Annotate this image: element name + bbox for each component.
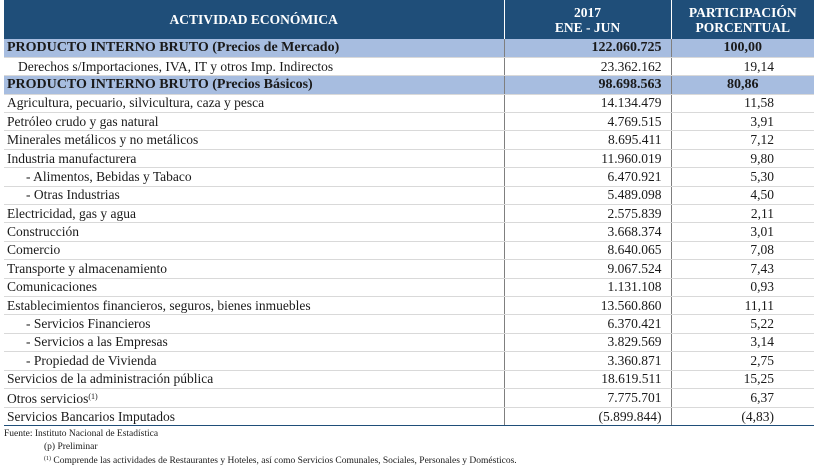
- table-row-pib-mercado: [4, 39, 814, 57]
- footnote-text: Comprende las actividades de Restaurantes y Hoteles, así como Servicios Comunales, Sociales, Personales y Domésticos.: [51, 456, 517, 466]
- row-value: 98.698.563: [504, 76, 671, 94]
- row-label: PRODUCTO INTERNO BRUTO (Precios de Mercado): [4, 39, 504, 57]
- row-label: PRODUCTO INTERNO BRUTO (Precios Básicos): [4, 76, 504, 94]
- row-label: Transporte y almacenamiento: [4, 260, 504, 278]
- header-year: 2017: [574, 4, 601, 20]
- table-row: [4, 241, 814, 259]
- row-pct: 7,43: [671, 260, 814, 278]
- row-pct: 11,58: [671, 94, 814, 112]
- table-row: [4, 278, 814, 296]
- row-value: 3.829.569: [504, 333, 671, 351]
- header-share: [671, 0, 814, 39]
- row-label: - Propiedad de Vivienda: [4, 352, 504, 370]
- row-pct: 3,01: [671, 223, 814, 241]
- table-row: [4, 388, 814, 407]
- gdp-table: [4, 0, 814, 426]
- table-row: [4, 205, 814, 223]
- table-header-row: [4, 0, 814, 39]
- row-value: 9.067.524: [504, 260, 671, 278]
- table-row: [4, 407, 814, 425]
- row-pct: (4,83): [671, 407, 814, 425]
- table-row: [4, 168, 814, 186]
- table-row: [4, 260, 814, 278]
- table-row: [4, 186, 814, 204]
- row-value: 122.060.725: [504, 39, 671, 57]
- row-pct: 5,22: [671, 315, 814, 333]
- row-label: - Alimentos, Bebidas y Tabaco: [4, 168, 504, 186]
- row-pct: 9,80: [671, 149, 814, 167]
- table-row-pib-basicos: [4, 76, 814, 94]
- row-pct: 3,14: [671, 333, 814, 351]
- table-row: [4, 149, 814, 167]
- row-pct: 3,91: [671, 113, 814, 131]
- table-notes: [4, 428, 517, 468]
- row-pct: 5,30: [671, 168, 814, 186]
- footnote-marker: (1): [88, 391, 98, 401]
- header-share-line1: PARTICIPACIÓN: [688, 4, 797, 20]
- footnote-mark: (1): [44, 456, 51, 462]
- row-pct: 6,37: [671, 388, 814, 407]
- row-value: 7.775.701: [504, 388, 671, 407]
- row-label: Servicios de la administración pública: [4, 370, 504, 388]
- row-label: - Otras Industrias: [4, 186, 504, 204]
- row-label: Minerales metálicos y no metálicos: [4, 131, 504, 149]
- footnote-1: [4, 453, 517, 468]
- row-value: 1.131.108: [504, 278, 671, 296]
- table-row: [4, 57, 814, 75]
- row-pct: 19,14: [671, 57, 814, 75]
- row-value: 11.960.019: [504, 149, 671, 167]
- row-pct: 80,86: [671, 76, 814, 94]
- row-pct: 100,00: [671, 39, 814, 57]
- row-label: Servicios Bancarios Imputados: [4, 407, 504, 425]
- row-pct: 2,11: [671, 205, 814, 223]
- row-label: Otros servicios: [7, 390, 89, 406]
- row-label: Agricultura, pecuario, silvicultura, caza y pesca: [4, 94, 504, 112]
- source-note: Fuente: Instituto Nacional de Estadística: [4, 429, 159, 439]
- row-pct: 11,11: [671, 296, 814, 314]
- row-value: 3.668.374: [504, 223, 671, 241]
- row-value: 14.134.479: [504, 94, 671, 112]
- row-value: 18.619.511: [504, 370, 671, 388]
- table-row: [4, 296, 814, 314]
- table-row: [4, 223, 814, 241]
- row-value: 6.470.921: [504, 168, 671, 186]
- row-value: 4.769.515: [504, 113, 671, 131]
- table-row: [4, 315, 814, 333]
- table-row: [4, 94, 814, 112]
- row-label: - Servicios a las Empresas: [4, 333, 504, 351]
- row-label: Establecimientos financieros, seguros, bienes inmuebles: [4, 296, 504, 314]
- row-value: 8.640.065: [504, 241, 671, 259]
- row-pct: 4,50: [671, 186, 814, 204]
- row-label-cell: [4, 388, 504, 407]
- table-row: [4, 370, 814, 388]
- table-row: [4, 333, 814, 351]
- row-value: 2.575.839: [504, 205, 671, 223]
- header-activity: ACTIVIDAD ECONÓMICA: [4, 0, 504, 39]
- row-value: 23.362.162: [504, 57, 671, 75]
- row-value: (5.899.844): [504, 407, 671, 425]
- table-row: [4, 352, 814, 370]
- table-row: [4, 131, 814, 149]
- row-pct: 0,93: [671, 278, 814, 296]
- row-pct: 15,25: [671, 370, 814, 388]
- row-pct: 2,75: [671, 352, 814, 370]
- row-value: 3.360.871: [504, 352, 671, 370]
- row-label: Derechos s/Importaciones, IVA, IT y otros Imp. Indirectos: [4, 57, 504, 75]
- row-label: - Servicios Financieros: [4, 315, 504, 333]
- row-value: 5.489.098: [504, 186, 671, 204]
- gdp-table-container: [4, 0, 814, 426]
- row-value: 8.695.411: [504, 131, 671, 149]
- row-label: Electricidad, gas y agua: [4, 205, 504, 223]
- header-period: [504, 0, 671, 39]
- row-label: Construcción: [4, 223, 504, 241]
- header-months: ENE - JUN: [554, 19, 621, 35]
- row-value: 13.560.860: [504, 296, 671, 314]
- row-label: Comercio: [4, 241, 504, 259]
- row-label: Industria manufacturera: [4, 149, 504, 167]
- table-row: [4, 113, 814, 131]
- row-value: 6.370.421: [504, 315, 671, 333]
- row-pct: 7,08: [671, 241, 814, 259]
- row-label: Comunicaciones: [4, 278, 504, 296]
- header-share-line2: PORCENTUAL: [695, 19, 790, 35]
- row-pct: 7,12: [671, 131, 814, 149]
- preliminary-note: (p) Preliminar: [44, 441, 98, 452]
- row-label: Petróleo crudo y gas natural: [4, 113, 504, 131]
